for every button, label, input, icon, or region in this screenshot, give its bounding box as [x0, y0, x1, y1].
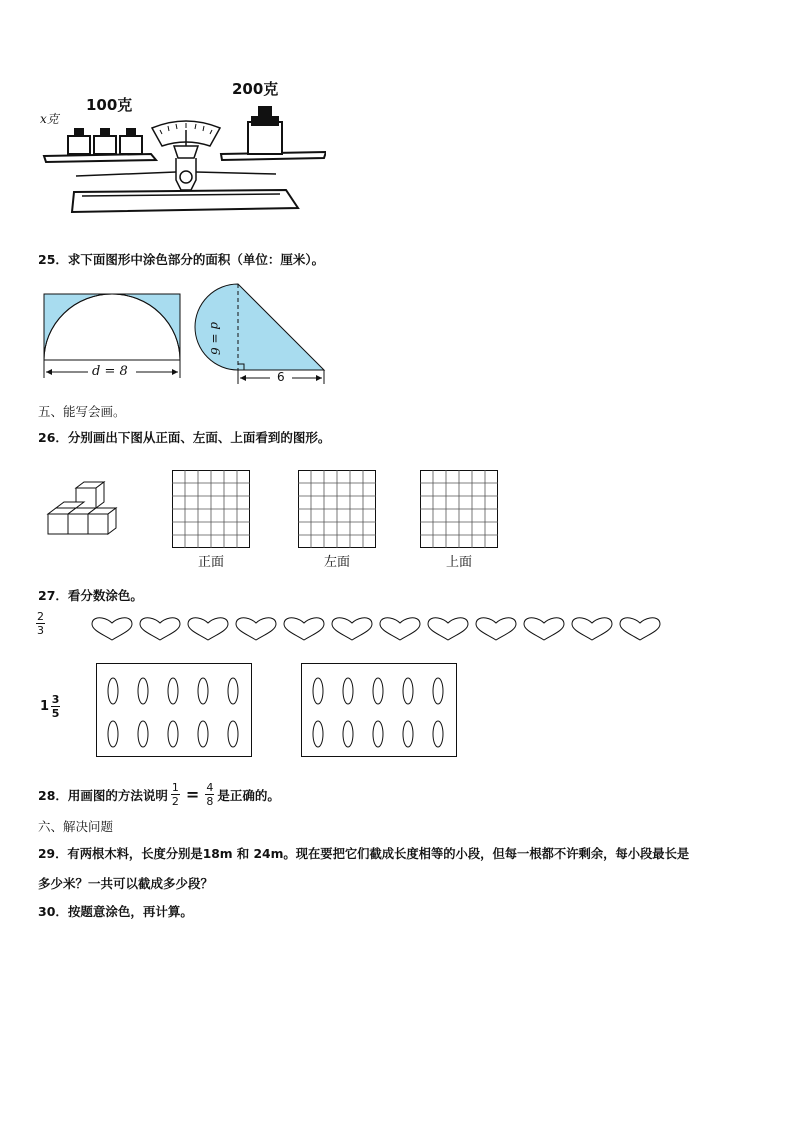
oval-shape[interactable]	[198, 721, 208, 747]
q25-figure-2-bottom-label: 6	[277, 370, 285, 384]
question-29-line-1	[38, 844, 689, 862]
oval-shape[interactable]	[433, 721, 443, 747]
scale-base	[72, 190, 298, 212]
cube-right-front	[88, 514, 108, 534]
question-27	[38, 586, 143, 604]
q25-figure-1-label: d = 8	[92, 364, 128, 379]
oval-shape[interactable]	[313, 678, 323, 704]
section-5-title: 五、能写会画。	[38, 404, 126, 419]
oval-shape[interactable]	[343, 721, 353, 747]
weight-x	[68, 136, 90, 154]
fraction-denominator: 5	[51, 707, 60, 720]
weight-100-b-knob	[126, 128, 136, 136]
grid-front-view[interactable]	[172, 470, 250, 548]
heart-shape[interactable]	[332, 618, 372, 640]
question-25-number: 25．	[38, 252, 68, 267]
fraction-numerator: 4	[206, 781, 214, 794]
oval-box-1-ovals	[97, 664, 251, 756]
grid-label-top: 上面	[446, 555, 473, 570]
oval-shape[interactable]	[373, 678, 383, 704]
heart-shape[interactable]	[284, 618, 324, 640]
heart-shape[interactable]	[188, 618, 228, 640]
question-25-text: 求下面图形中涂色部分的面积（单位：厘米）。	[67, 252, 325, 267]
scale-right-arm	[196, 172, 276, 174]
fraction-numerator: 3	[51, 693, 60, 706]
heart-shape[interactable]	[476, 618, 516, 640]
shaded-rectangle-minus-semicircle	[44, 294, 180, 360]
oval-shape[interactable]	[403, 678, 413, 704]
oval-box-2-ovals	[302, 664, 456, 756]
heart-shape[interactable]	[620, 618, 660, 640]
question-30-text: 按题意涂色，再计算。	[67, 904, 193, 919]
fraction-denominator: 8	[206, 795, 214, 808]
weight-100-a-knob	[100, 128, 110, 136]
grid-left-view[interactable]	[298, 470, 376, 548]
grid-left-view-lines	[298, 470, 376, 548]
heart-row-drawing	[88, 616, 664, 644]
heart-shape[interactable]	[236, 618, 276, 640]
weight-100-b	[120, 136, 142, 154]
heart-shape[interactable]	[524, 618, 564, 640]
oval-shape[interactable]	[138, 678, 148, 704]
question-26	[38, 428, 330, 446]
middle-weight-label: 100克	[86, 96, 133, 114]
weight-100-a	[94, 136, 116, 154]
equals-sign: =	[185, 785, 200, 804]
grid-label-front: 正面	[198, 555, 225, 570]
heart-shape[interactable]	[92, 618, 132, 640]
dim-arrow-left	[240, 375, 246, 381]
scale-pivot	[180, 171, 192, 183]
oval-shape[interactable]	[403, 721, 413, 747]
question-25	[38, 250, 324, 268]
question-30	[38, 902, 193, 920]
scale-base-edge	[82, 194, 280, 196]
cube-mid-front	[68, 514, 88, 534]
grid-front-view-lines	[172, 470, 250, 548]
oval-shape[interactable]	[228, 721, 238, 747]
question-28-text-after: 是正确的。	[217, 787, 280, 803]
oval-shape[interactable]	[313, 721, 323, 747]
heart-shape[interactable]	[572, 618, 612, 640]
fraction-numerator: 1	[171, 781, 179, 794]
mixed-fraction-one-three-fifths	[40, 694, 60, 719]
oval-shape[interactable]	[108, 721, 118, 747]
weight-200	[248, 122, 282, 154]
dim-arrow-right	[316, 375, 322, 381]
dim-arrow-left	[46, 369, 52, 375]
fraction-four-eighths	[205, 782, 214, 807]
question-28	[38, 782, 280, 807]
weight-200-top	[251, 116, 279, 126]
cube-stack-drawing	[42, 478, 126, 544]
fraction-two-thirds	[36, 611, 45, 636]
oval-box-1[interactable]	[96, 663, 252, 757]
scale-left-arm	[76, 172, 176, 176]
question-28-text-before: 用画图的方法说明	[67, 787, 168, 803]
oval-shape[interactable]	[138, 721, 148, 747]
oval-shape[interactable]	[108, 678, 118, 704]
grid-top-view[interactable]	[420, 470, 498, 548]
q25-figure-2-vertical-label: d = 6	[208, 322, 222, 355]
question-29-line-2: 多少米？一共可以截成多少段？	[38, 876, 214, 891]
question-28-number: 28．	[38, 787, 68, 803]
scale-dial-stand	[174, 146, 198, 158]
cube-left-front	[48, 514, 68, 534]
heart-shape[interactable]	[380, 618, 420, 640]
question-27-text: 看分数涂色。	[67, 588, 143, 603]
oval-box-2[interactable]	[301, 663, 457, 757]
oval-shape[interactable]	[228, 678, 238, 704]
question-30-number: 30．	[38, 904, 68, 919]
fraction-denominator: 3	[37, 624, 44, 637]
question-27-number: 27．	[38, 588, 68, 603]
oval-shape[interactable]	[168, 678, 178, 704]
fraction-denominator: 2	[171, 795, 179, 808]
left-weight-label: x克	[40, 112, 59, 126]
heart-row	[88, 616, 664, 648]
balance-scale-figure	[36, 80, 326, 224]
mixed-fraction-whole: 1	[40, 699, 50, 714]
grid-label-left: 左面	[324, 555, 351, 570]
oval-shape[interactable]	[373, 721, 383, 747]
heart-shape[interactable]	[428, 618, 468, 640]
oval-shape[interactable]	[343, 678, 353, 704]
oval-shape[interactable]	[168, 721, 178, 747]
fraction-numerator: 2	[37, 610, 44, 623]
section-6-title: 六、解决问题	[38, 819, 114, 834]
weight-200-knob	[258, 106, 272, 116]
oval-shape[interactable]	[433, 678, 443, 704]
oval-shape[interactable]	[198, 678, 208, 704]
right-weight-label: 200克	[232, 80, 279, 98]
cube-stack-figure	[42, 478, 126, 548]
question-26-number: 26．	[38, 430, 68, 445]
question-29-text-line-1: 有两根木料，长度分别是18m 和 24m。现在要把它们截成长度相等的小段，但每一根都不许剩余，每小段最长是	[67, 847, 690, 861]
dim-arrow-right	[172, 369, 178, 375]
weight-x-knob	[74, 128, 84, 136]
grid-top-view-lines	[420, 470, 498, 548]
scale-left-tray	[44, 154, 156, 162]
fraction-one-half	[171, 782, 180, 807]
question-26-text: 分别画出下图从正面、左面、上面看到的图形。	[67, 430, 331, 445]
heart-shape[interactable]	[140, 618, 180, 640]
question-29-number: 29．	[38, 847, 68, 861]
balance-scale-drawing	[36, 80, 326, 220]
